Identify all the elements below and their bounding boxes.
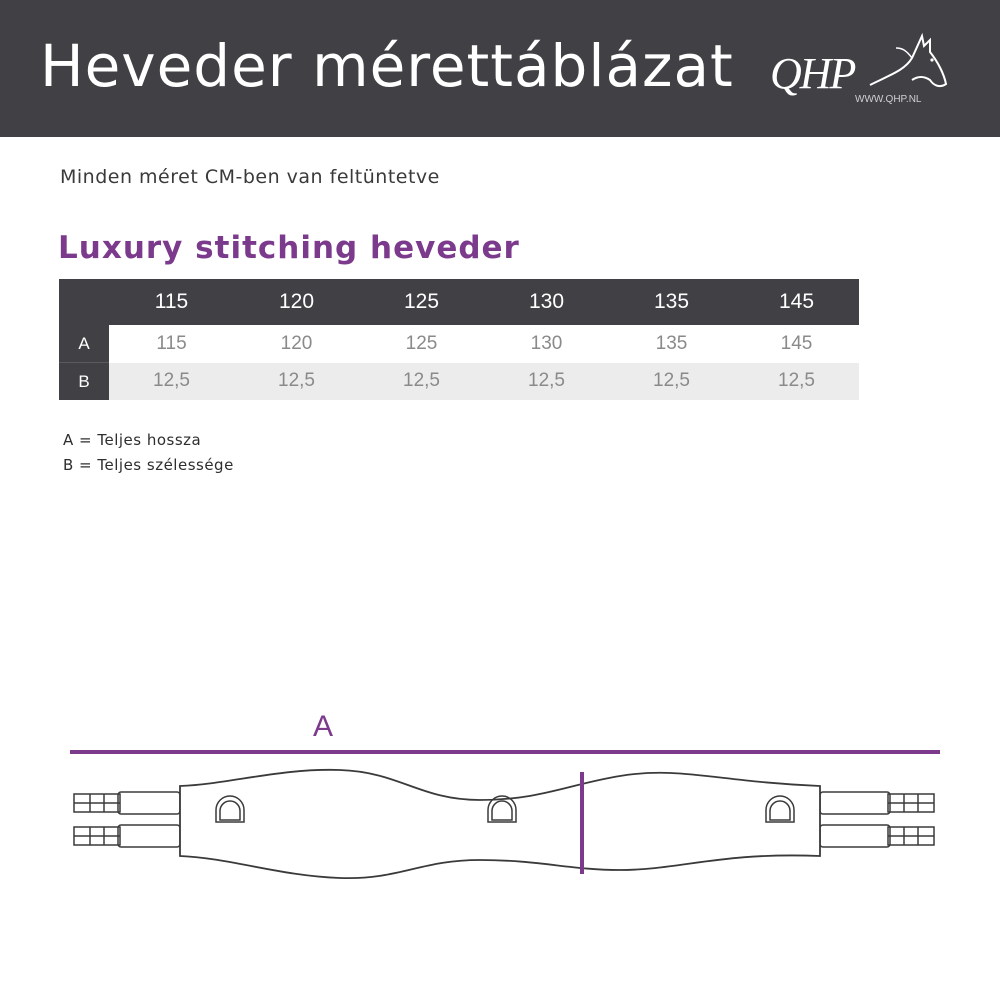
column-header: 135 (609, 279, 734, 325)
column-header: 145 (734, 279, 859, 325)
left-buckle-top (74, 794, 120, 812)
table-cell: 12,5 (484, 363, 609, 401)
units-note: Minden méret CM-ben van feltüntetve (60, 166, 440, 188)
girth-diagram (0, 700, 1000, 900)
right-buckle-top (888, 794, 934, 812)
table-cell: 145 (780, 332, 813, 354)
legend (63, 428, 234, 478)
table-cell: 130 (530, 332, 563, 354)
column-header: 120 (234, 279, 359, 325)
size-table (59, 279, 859, 400)
legend-item-b: B = Teljes szélessége (63, 456, 234, 474)
section-title: Luxury stitching heveder (58, 230, 520, 266)
column-header: 130 (484, 279, 609, 325)
right-buckle-bottom (888, 827, 934, 845)
table-header-corner (59, 279, 109, 325)
horse-head-icon (850, 30, 950, 100)
left-strap-top (118, 792, 180, 814)
logo-text: QHP (770, 49, 855, 98)
table-cell: 135 (655, 332, 688, 354)
legend-item-a: A = Teljes hossza (63, 431, 202, 449)
table-cell: 120 (280, 332, 313, 354)
table-cell: 12,5 (359, 363, 484, 401)
girth-body (180, 770, 820, 878)
dimension-a-label: A (313, 710, 334, 743)
left-strap-bottom (118, 825, 180, 847)
table-row (59, 325, 859, 363)
row-label: A (59, 325, 109, 363)
page-title: Heveder mérettáblázat (40, 32, 734, 100)
table-cell: 12,5 (734, 363, 859, 401)
table-cell: 12,5 (609, 363, 734, 401)
right-strap-bottom (820, 825, 890, 847)
column-header: 115 (109, 279, 234, 325)
left-buckle-bottom (74, 827, 120, 845)
right-strap-top (820, 792, 890, 814)
table-row (59, 363, 859, 401)
table-cell: 12,5 (234, 363, 359, 401)
table-cell: 12,5 (109, 363, 234, 401)
table-cell: 115 (156, 332, 187, 354)
column-header: 125 (359, 279, 484, 325)
logo-url: WWW.QHP.NL (855, 94, 922, 105)
table-cell: 125 (405, 332, 438, 354)
header-bar (0, 0, 1000, 137)
table-header-row (59, 279, 859, 325)
qhp-logo (765, 30, 955, 112)
row-label: B (59, 363, 109, 401)
